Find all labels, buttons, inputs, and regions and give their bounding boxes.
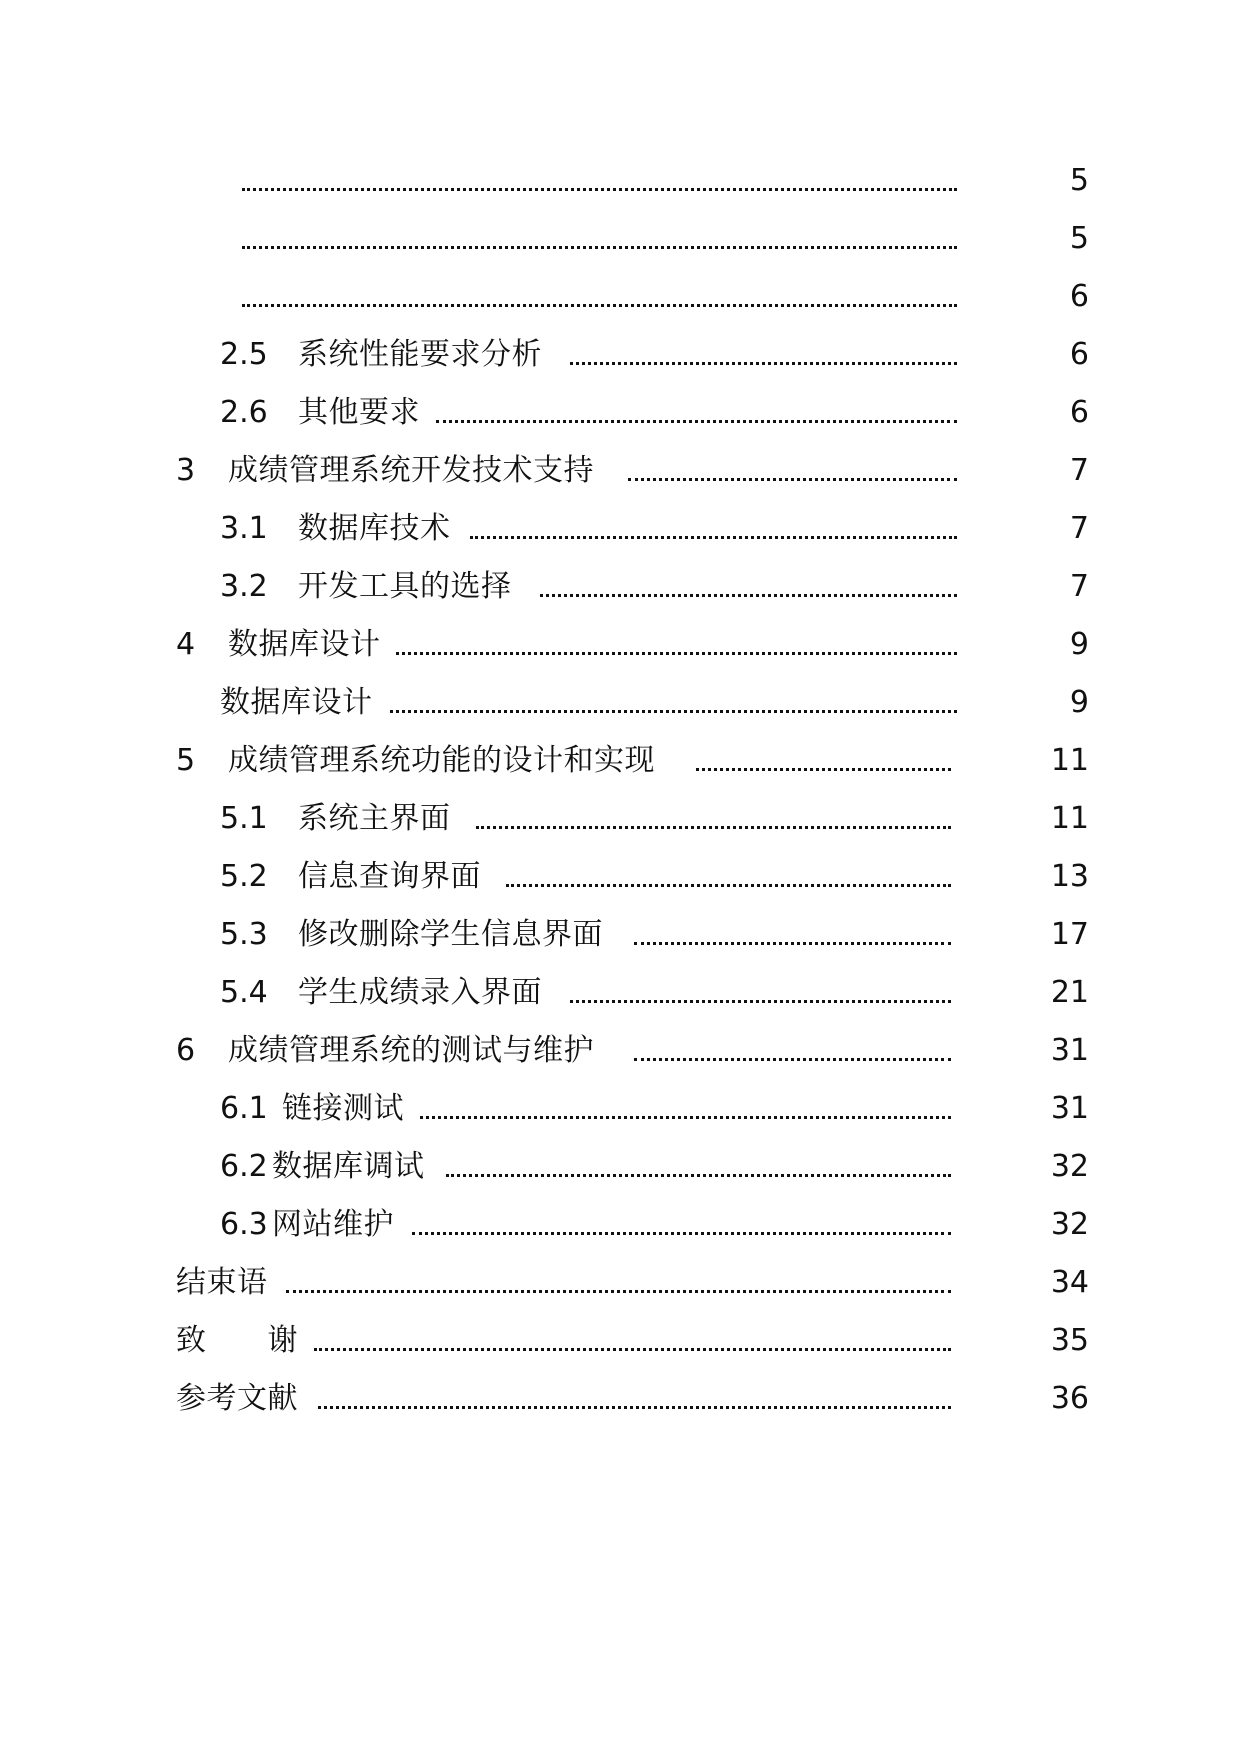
toc-page-number: 9 [1069, 627, 1089, 662]
toc-title: 信息查询界面 [298, 859, 481, 894]
toc-title: 数据库技术 [298, 511, 451, 546]
toc-page-number: 11 [1050, 801, 1089, 836]
toc-title: 数据库调试 [272, 1149, 425, 1184]
toc-entry[interactable] [0, 1087, 1241, 1131]
toc-page-number: 13 [1050, 859, 1089, 894]
toc-page-number: 31 [1050, 1033, 1089, 1068]
toc-title: 系统性能要求分析 [298, 337, 542, 372]
toc-title: 其他要求 [298, 395, 420, 430]
dot-leader [570, 362, 957, 365]
toc-page-number: 7 [1069, 453, 1089, 488]
toc-page-number: 7 [1069, 569, 1089, 604]
toc-title: 致 谢 [176, 1323, 298, 1358]
toc-entry[interactable] [0, 623, 1241, 667]
dot-leader [570, 1000, 951, 1003]
toc-entry[interactable] [0, 217, 1241, 261]
toc-page-number: 31 [1050, 1091, 1089, 1126]
dot-leader [390, 710, 957, 713]
toc-title: 链接测试 [282, 1091, 404, 1126]
dot-leader [396, 652, 957, 655]
dot-leader [242, 304, 957, 307]
toc-page-number: 11 [1050, 743, 1089, 778]
toc-entry[interactable] [0, 1319, 1241, 1363]
toc-section-number: 5.3 [220, 917, 268, 952]
toc-title: 成绩管理系统功能的设计和实现 [228, 743, 655, 778]
dot-leader [318, 1406, 951, 1409]
toc-page-number: 17 [1050, 917, 1089, 952]
toc-title: 成绩管理系统开发技术支持 [228, 453, 594, 488]
toc-title: 修改删除学生信息界面 [298, 917, 603, 952]
toc-page-number: 35 [1050, 1323, 1089, 1358]
toc-entry[interactable] [0, 797, 1241, 841]
toc-page-number: 6 [1069, 395, 1089, 430]
toc-page-number: 5 [1069, 163, 1089, 198]
toc-chapter-number: 4 [176, 627, 196, 662]
dot-leader [242, 246, 957, 249]
toc-entry[interactable] [0, 507, 1241, 551]
toc-entry[interactable] [0, 1261, 1241, 1305]
dot-leader [628, 478, 957, 481]
toc-entry[interactable] [0, 1145, 1241, 1189]
toc-section-number: 2.6 [220, 395, 268, 430]
toc-entry[interactable] [0, 565, 1241, 609]
dot-leader [540, 594, 957, 597]
dot-leader [420, 1116, 951, 1119]
toc-entry[interactable] [0, 739, 1241, 783]
dot-leader [506, 884, 951, 887]
toc-title: 结束语 [176, 1265, 268, 1300]
toc-entry[interactable] [0, 1203, 1241, 1247]
toc-title: 数据库设计 [228, 627, 381, 662]
toc-section-number: 3.2 [220, 569, 268, 604]
dot-leader [696, 768, 951, 771]
dot-leader [470, 536, 957, 539]
toc-page-number: 36 [1050, 1381, 1089, 1416]
toc-entry[interactable] [0, 681, 1241, 725]
toc-entry[interactable] [0, 1029, 1241, 1073]
toc-entry[interactable] [0, 971, 1241, 1015]
toc-entry[interactable] [0, 855, 1241, 899]
toc-section-number: 3.1 [220, 511, 268, 546]
dot-leader [242, 188, 957, 191]
toc-section-number: 5.2 [220, 859, 268, 894]
dot-leader [412, 1232, 951, 1235]
toc-page-number: 7 [1069, 511, 1089, 546]
toc-section-number: 6.3 [220, 1207, 268, 1242]
toc-entry[interactable] [0, 159, 1241, 203]
toc-chapter-number: 5 [176, 743, 196, 778]
toc-section-number: 5.1 [220, 801, 268, 836]
toc-page-number: 21 [1050, 975, 1089, 1010]
toc-section-number: 6.2 [220, 1149, 268, 1184]
toc-title: 学生成绩录入界面 [298, 975, 542, 1010]
toc-section-number: 5.4 [220, 975, 268, 1010]
toc-title: 参考文献 [176, 1381, 298, 1416]
toc-title: 数据库设计 [220, 685, 373, 720]
toc-chapter-number: 3 [176, 453, 196, 488]
dot-leader [314, 1348, 951, 1351]
dot-leader [476, 826, 951, 829]
toc-entry[interactable] [0, 391, 1241, 435]
dot-leader [634, 942, 951, 945]
toc-page-number: 32 [1050, 1149, 1089, 1184]
toc-page-number: 6 [1069, 279, 1089, 314]
toc-page-number: 9 [1069, 685, 1089, 720]
toc-page-number: 6 [1069, 337, 1089, 372]
toc-title: 网站维护 [272, 1207, 394, 1242]
toc-entry[interactable] [0, 275, 1241, 319]
toc-entry[interactable] [0, 333, 1241, 377]
dot-leader [436, 420, 957, 423]
toc-title: 成绩管理系统的测试与维护 [228, 1033, 594, 1068]
toc-title: 开发工具的选择 [298, 569, 512, 604]
toc-entry[interactable] [0, 1377, 1241, 1421]
toc-chapter-number: 6 [176, 1033, 196, 1068]
toc-entry[interactable] [0, 449, 1241, 493]
toc-page-number: 34 [1050, 1265, 1089, 1300]
dot-leader [634, 1058, 951, 1061]
toc-title: 系统主界面 [298, 801, 451, 836]
toc-section-number: 2.5 [220, 337, 268, 372]
toc-page-number: 32 [1050, 1207, 1089, 1242]
toc-page-number: 5 [1069, 221, 1089, 256]
toc-section-number: 6.1 [220, 1091, 268, 1126]
dot-leader [446, 1174, 951, 1177]
dot-leader [286, 1290, 951, 1293]
toc-entry[interactable] [0, 913, 1241, 957]
